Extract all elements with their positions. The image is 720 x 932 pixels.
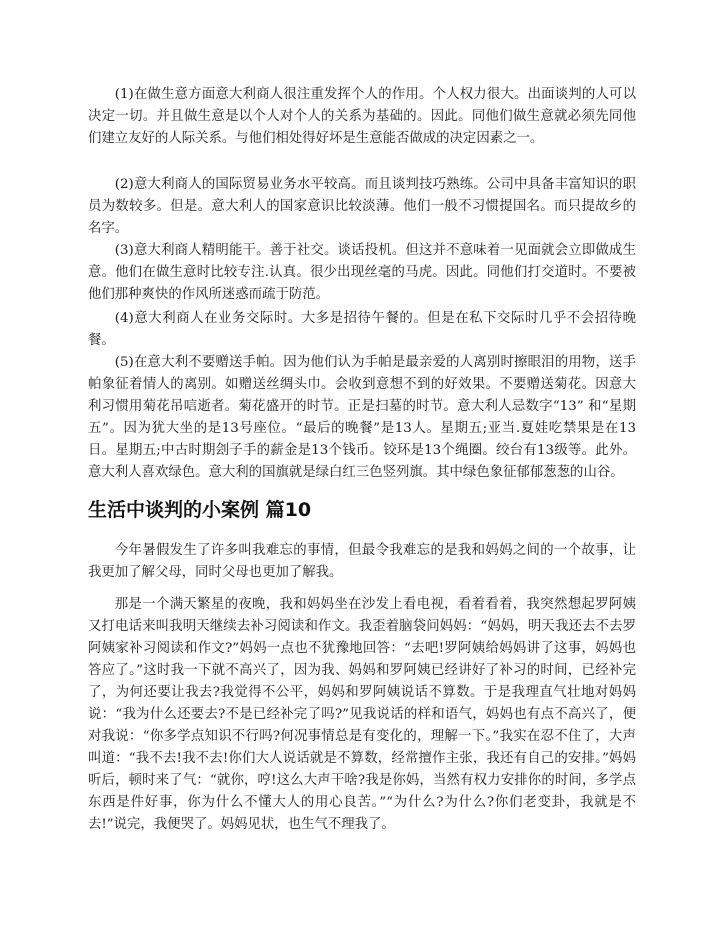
paragraph-italian-5: (5)在意大利不要赠送手帕。因为他们认为手帕是最亲爱的人离别时擦眼泪的用物，送手帕象征着情人的离别。如赠送丝绸头巾。会收到意想不到的好效果。不要赠送菊花。因意大利习惯用菊花吊唁逝者。菊花盛开的时节。正是扫墓的时节。意大利人忌数字“13” 和“星期五”。因为犹大坐的是13号座位。“最后的晚餐”是13人。星期五;亚当.夏娃吃禁果是在13日。星期五;中古时期刽子手的薪金是13个钱币。铰环是13个绳圈。绞台有13级等。此外。意大利人喜欢绿色。意大利的国旗就是绿白红三色竖列旗。其中绿色象征郁郁葱葱的山谷。 <box>88 355 636 480</box>
paragraph-italian-4: (4)意大利商人在业务交际时。大多是招待午餐的。但是在私下交际时几乎不会招待晚餐。 <box>88 311 636 348</box>
paragraph-story-2: 那是一个满天繁星的夜晚，我和妈妈坐在沙发上看电视，看着看着，我突然想起罗阿姨又打电话来叫我明天继续去补习阅读和作文。我歪着脑袋问妈妈：“妈妈，明天我还去不去罗阿姨家补习阅读和作文?”妈妈一点也不犹豫地回答：“去吧!罗阿姨给妈妈讲了这事，妈妈也答应了。”这时我一下就不高兴了，因为我、妈妈和罗阿姨已经讲好了补习的时间，已经补完了，为何还要让我去?我觉得不公平，妈妈和罗阿姨说话不算数。于是我理直气壮地对妈妈说：“我为什么还要去?不是已经补完了吗?”见我说话的样和语气，妈妈也有点不高兴了，便对我说：“你多学点知识不行吗?何况事情总是有变化的，理解一下。”我实在忍不住了，大声叫道：“我不去!我不去!你们大人说话就是不算数，经常擅作主张，我还有自己的安排。”妈妈听后，顿时来了气：“就你，哼!这么大声干啥?我是你妈，当然有权力安排你的时间，多学点东西是件好事，你为什么不懂大人的用心良苦。”“为什么?为什么?你们老变卦，我就是不去!”说完，我便哭了。妈妈见状，也生气不理我了。 <box>88 597 636 832</box>
paragraph-italian-2: (2)意大利商人的国际贸易业务水平较高。而且谈判技巧熟练。公司中具备丰富知识的职员为数较多。但是。意大利人的国家意识比较淡薄。他们一般不习惯提国名。而只提故乡的名字。 <box>88 177 636 236</box>
section-heading: 生活中谈判的小案例 篇10 <box>88 499 312 521</box>
paragraph-italian-1: (1)在做生意方面意大利商人很注重发挥个人的作用。个人权力很大。出面谈判的人可以决定一切。并且做生意是以个人对个人的关系为基础的。因此。同他们做生意就必须先同他们建立友好的人际关系。与他们相处得好坏是生意能否做成的决定因素之一。 <box>88 87 636 146</box>
paragraph-italian-3: (3)意大利商人精明能干。善于社交。谈话投机。但这并不意味着一见面就会立即做成生意。他们在做生意时比较专注.认真。很少出现丝毫的马虎。因此。同他们打交道时。不要被他们那种爽快的作风所迷惑而疏于防范。 <box>88 243 636 302</box>
paragraph-story-1: 今年暑假发生了许多叫我难忘的事情，但最令我难忘的是我和妈妈之间的一个故事，让我更加了解父母，同时父母也更加了解我。 <box>88 543 636 580</box>
